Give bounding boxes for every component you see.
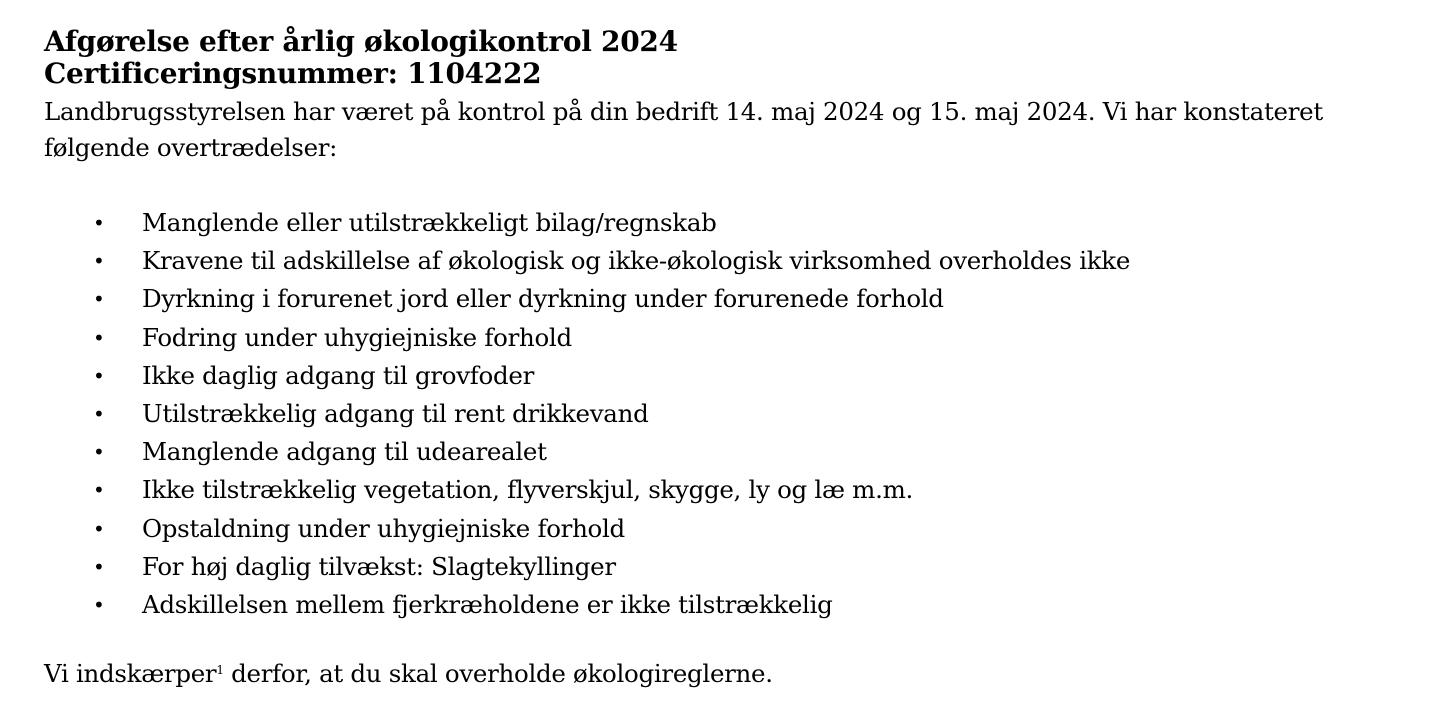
footnote-marker: 1 [216, 663, 224, 678]
list-item-text: Manglende eller utilstrækkeligt bilag/regnskab [142, 208, 717, 237]
list-item-text: Ikke tilstrækkelig vegetation, flyverskjul, skygge, ly og læ m.m. [142, 475, 914, 505]
list-item-text: Manglende adgang til udearealet [142, 437, 547, 467]
list-item-text: Dyrkning i forurenet jord eller dyrkning under forurenede forhold [142, 284, 944, 314]
list-item-text: Fodring under uhygiejniske forhold [142, 322, 572, 352]
bullet-icon: • [93, 287, 105, 312]
title-decision: Afgørelse efter årlig økologikontrol 2024 [44, 25, 678, 58]
title-certification-number: Certificeringsnummer: 1104222 [44, 57, 542, 90]
closing-text-start: Vi indskærper [44, 659, 217, 689]
list-item-text: For høj daglig tilvækst: Slagtekyllinger [142, 551, 616, 581]
violations-list [44, 204, 1414, 624]
list-item-text: Ikke daglig adgang til grovfoder [142, 360, 535, 390]
list-item [44, 242, 1414, 280]
list-item [44, 510, 1414, 548]
bullet-icon: • [93, 554, 105, 579]
bullet-icon: • [93, 440, 105, 465]
list-item [44, 280, 1414, 318]
document-title [44, 26, 1414, 90]
list-item-text: Utilstrækkelig adgang til rent drikkevand [142, 399, 649, 429]
list-item [44, 471, 1414, 509]
list-item [44, 548, 1414, 586]
closing-paragraph [44, 656, 1414, 692]
closing-text-end: derfor, at du skal overholde økologireglerne. [223, 659, 773, 689]
list-item [44, 319, 1414, 357]
bullet-icon: • [93, 516, 105, 541]
list-item [44, 433, 1414, 471]
list-item [44, 357, 1414, 395]
bullet-icon: • [93, 478, 105, 503]
bullet-icon: • [93, 211, 105, 235]
list-item-text: Adskillelsen mellem fjerkræholdene er ikke tilstrækkelig [142, 590, 833, 620]
bullet-icon: • [93, 593, 105, 618]
list-item [44, 395, 1414, 433]
list-item [44, 204, 1414, 242]
list-item-text: Opstaldning under uhygiejniske forhold [142, 513, 625, 543]
bullet-icon: • [93, 325, 105, 350]
document-page [44, 26, 1414, 692]
intro-paragraph: Landbrugsstyrelsen har været på kontrol på din bedrift 14. maj 2024 og 15. maj 2024. Vi har konstateret følgende overtrædelser: [44, 97, 1323, 162]
bullet-icon: • [93, 402, 105, 427]
list-item [44, 586, 1414, 624]
list-item-text: Kravene til adskillelse af økologisk og ikke-økologisk virksomhed overholdes ikke [142, 246, 1131, 276]
bullet-icon: • [93, 363, 105, 388]
bullet-icon: • [93, 249, 105, 274]
